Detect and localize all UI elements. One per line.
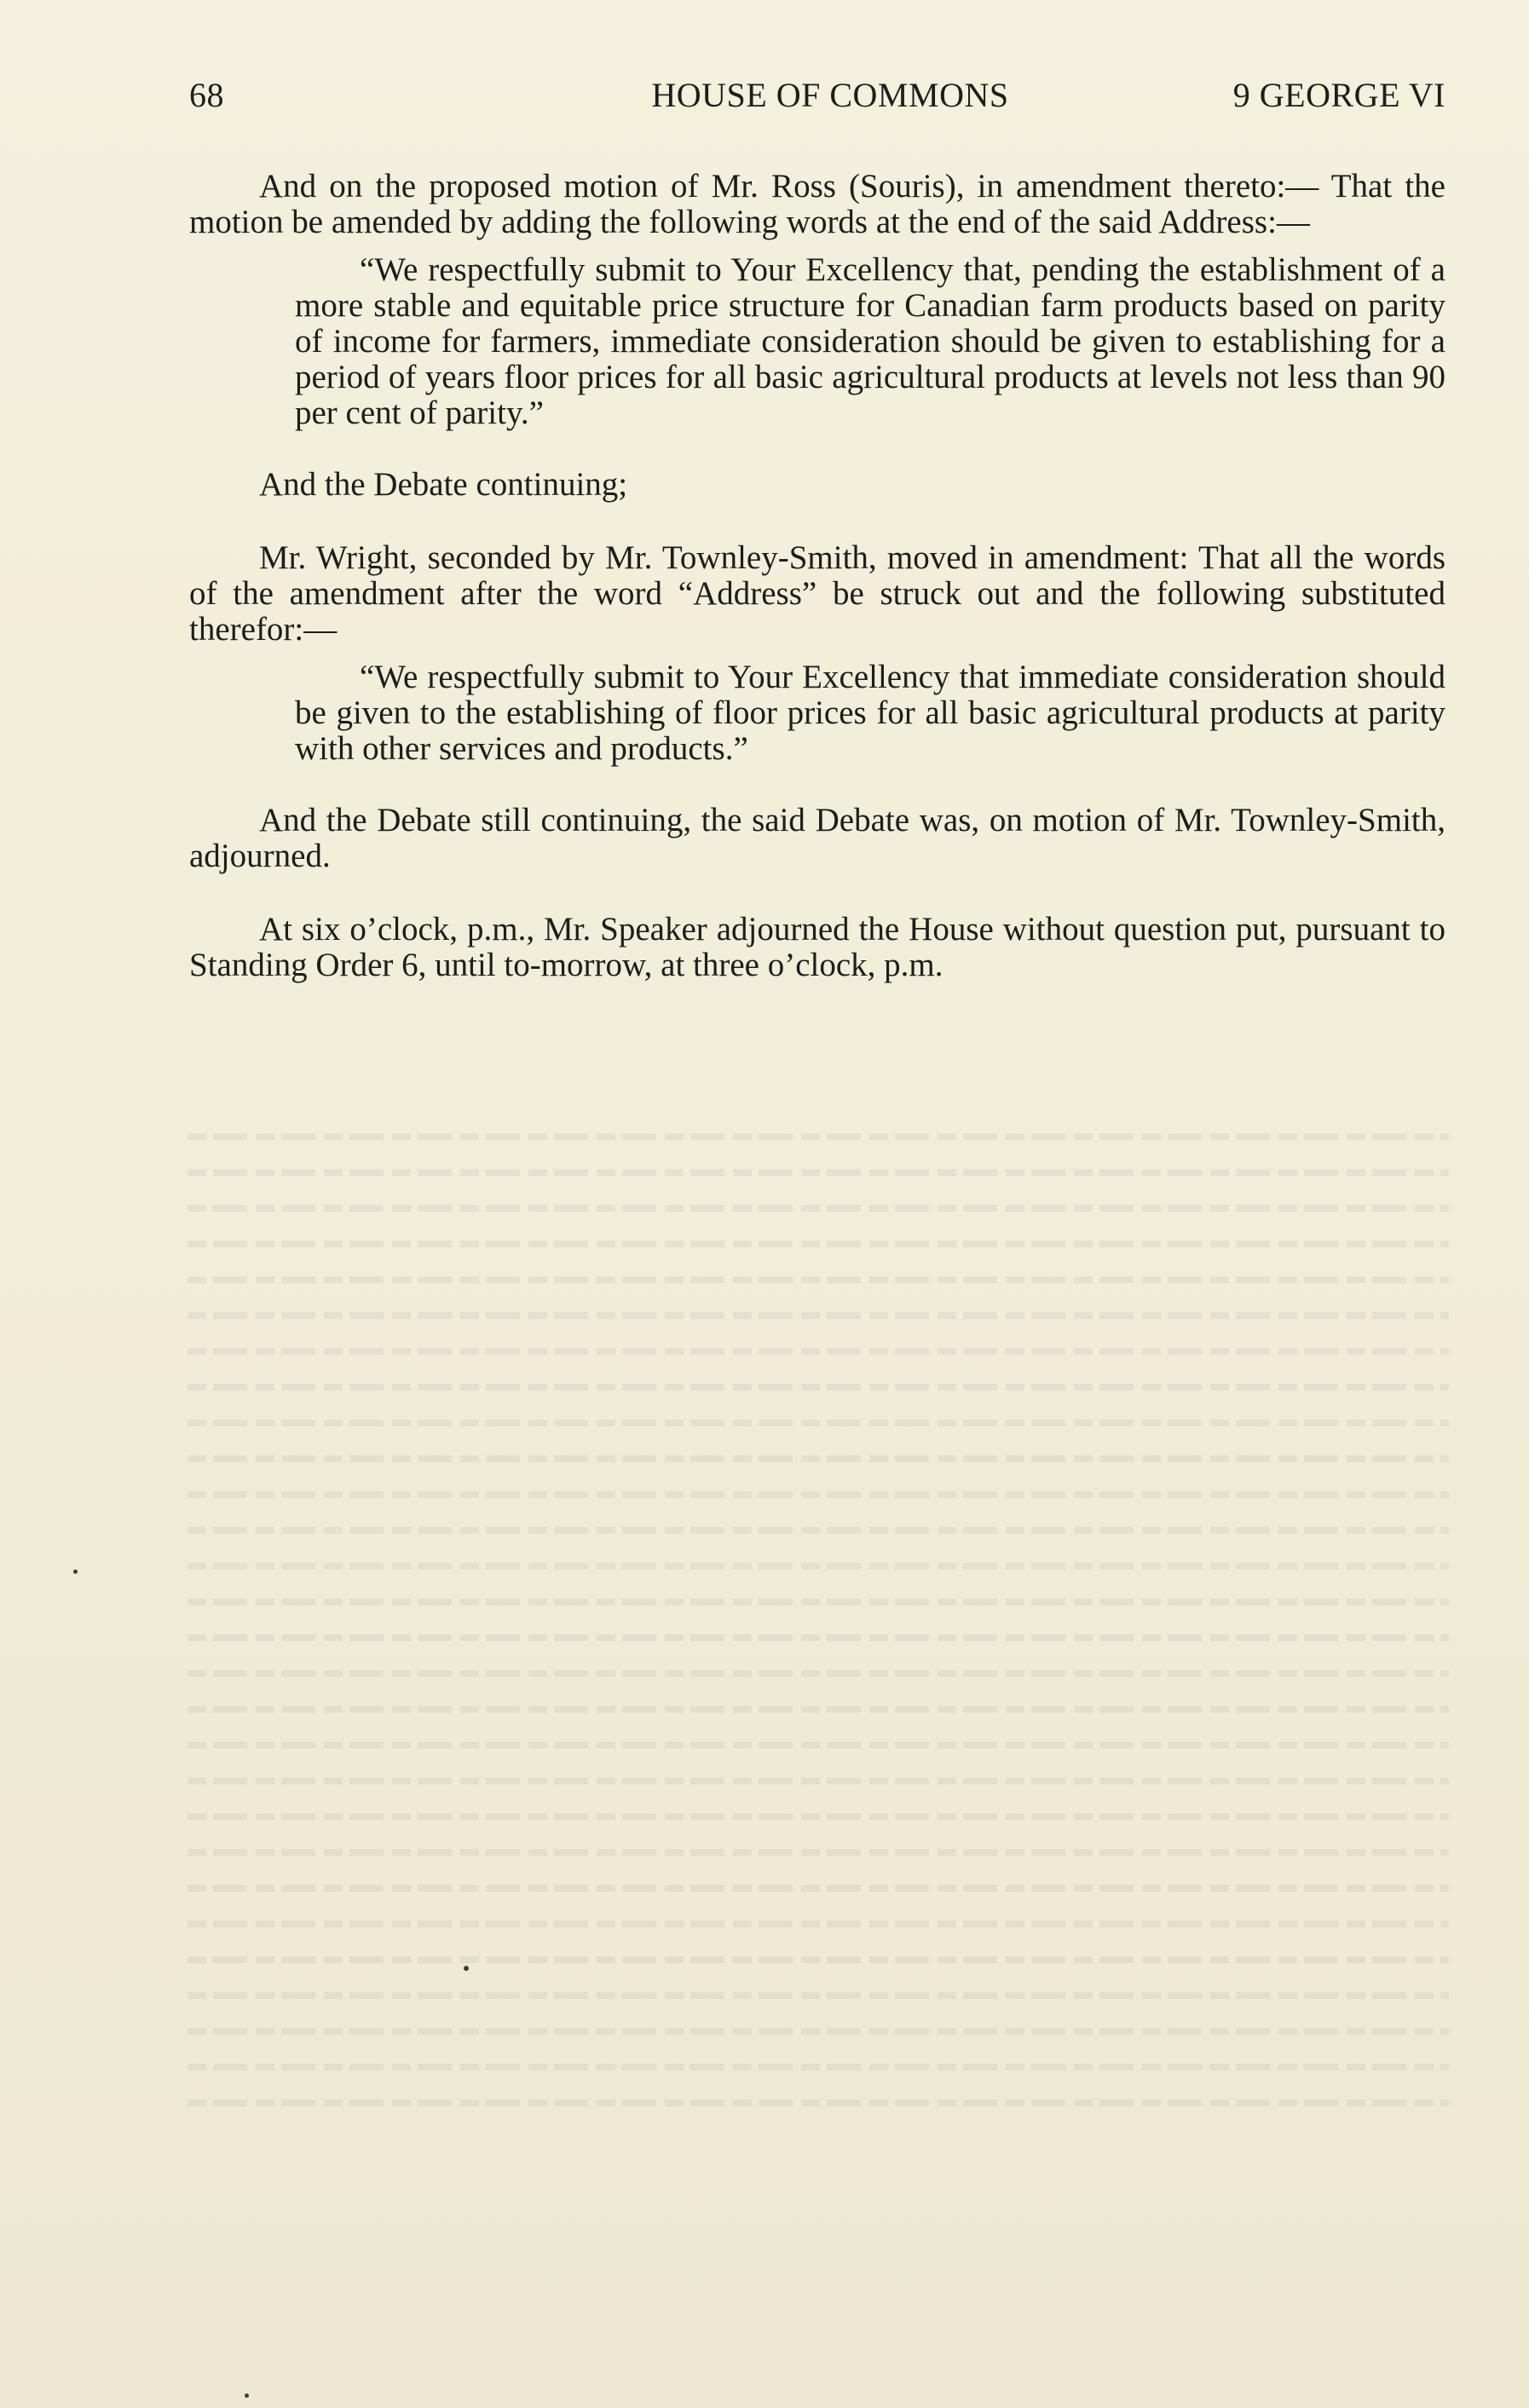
running-head (189, 75, 1445, 126)
paper-speck (464, 1966, 469, 1971)
bleed-through-texture (188, 1133, 1449, 2241)
paragraph-ross-amendment: And on the proposed motion of Mr. Ross (Souris), in amendment thereto:— That the motion be amended by adding the following words at the end of the said Address:— (189, 168, 1445, 240)
header-title: HOUSE OF COMMONS (651, 76, 1009, 114)
paper-speck (245, 2394, 249, 2398)
quote-ross-amendment: “We respectfully submit to Your Excellency that, pending the establishment of a more stable and equitable price structure for Canadian farm products based on parity of income for farmers, immediate consideration should be given to establishing for a period of years floor prices for all basic agricultural products at levels not less than 90 per cent of parity.” (295, 251, 1445, 431)
paragraph-debate-adjourned: And the Debate still continuing, the said Debate was, on motion of Mr. Townley-Smith, adjourned. (189, 802, 1445, 874)
paragraph-house-adjourned: At six o’clock, p.m., Mr. Speaker adjourned the House without question put, pursuant to Standing Order 6, until to-morrow, at three o’clock, p.m. (189, 911, 1445, 983)
header-regnal-year: 9 GEORGE VI (1232, 76, 1445, 114)
page-number: 68 (189, 76, 224, 114)
body-text (189, 169, 1445, 983)
quote-wright-amendment: “We respectfully submit to Your Excellency that immediate consideration should be given to the establishing of floor prices for all basic agricultural products at parity with other services and products.” (295, 659, 1445, 767)
paper-speck (73, 1570, 78, 1574)
paragraph-wright-amendment: Mr. Wright, seconded by Mr. Townley-Smith, moved in amendment: That all the words of the amendment after the word “Address” be struck out and the following substituted therefor:— (189, 539, 1445, 648)
paragraph-debate-continuing: And the Debate continuing; (259, 466, 628, 503)
